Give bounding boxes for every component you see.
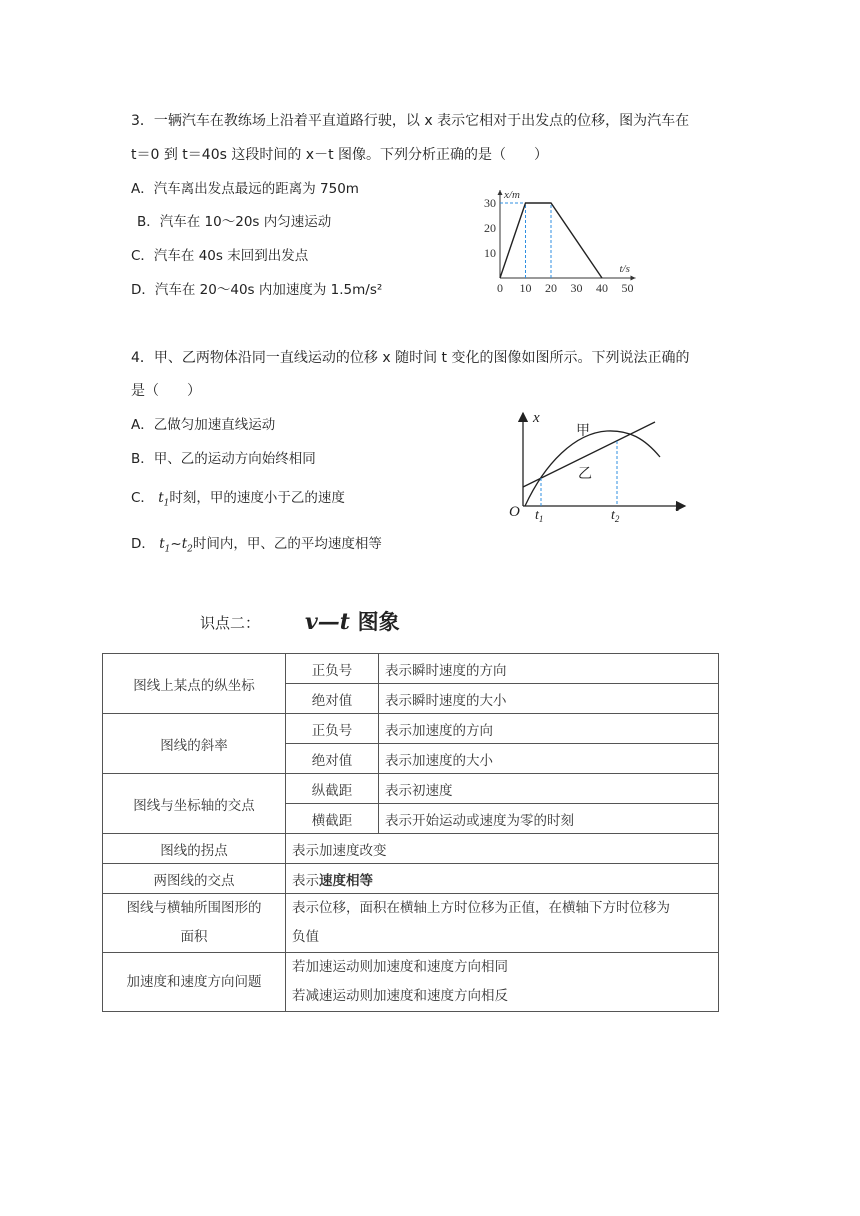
x-tick-label: 50 xyxy=(621,281,634,295)
table-cell-aspect: 绝对值 xyxy=(286,744,379,774)
table-cell-meaning: 表示位移，面积在横轴上方时位移为正值，在横轴下方时位移为 负值 xyxy=(286,894,719,953)
q4-y-axis-label: x xyxy=(533,410,540,426)
q4-label-jia: 甲 xyxy=(576,423,590,439)
q3-option-c: C．汽车在 40s 末回到出发点 xyxy=(131,248,309,264)
table-row xyxy=(103,714,719,744)
q3-xt-chart xyxy=(480,186,650,298)
table-cell-meaning: 表示加速度的大小 xyxy=(379,744,719,774)
x-tick-label: 10 xyxy=(519,281,532,295)
x-tick-label: 40 xyxy=(596,281,608,295)
y-tick-label: 10 xyxy=(484,246,496,260)
q4-xt-figure xyxy=(505,405,695,525)
section-title: v—t 图象 xyxy=(305,609,400,635)
table-row xyxy=(103,774,719,804)
table-cell-aspect: 纵截距 xyxy=(286,774,379,804)
q3-stem-line1: 3．一辆汽车在教练场上沿着平直道路行驶，以 x 表示它相对于出发点的位移，图为汽车在 xyxy=(131,113,690,129)
q4-x-axis-label: t xyxy=(675,499,680,515)
x-tick-label: 20 xyxy=(545,281,557,295)
table-cell-aspect: 正负号 xyxy=(286,714,379,744)
x-tick-label: 0 xyxy=(497,281,503,295)
q3-option-d: D．汽车在 20～40s 内加速度为 1.5m/s² xyxy=(131,282,383,298)
table-cell-feature: 图线的斜率 xyxy=(103,714,286,774)
table-cell-meaning: 若加速运动则加速度和速度方向相同 若减速运动则加速度和速度方向相反 xyxy=(286,953,719,1012)
y-tick-label: 20 xyxy=(484,221,496,235)
q4-stem-line2: 是（ ） xyxy=(131,383,201,399)
table-cell-feature: 图线与坐标轴的交点 xyxy=(103,774,286,834)
table-row xyxy=(103,894,719,953)
table-cell-aspect: 横截距 xyxy=(286,804,379,834)
q4-option-a: A．乙做匀加速直线运动 xyxy=(131,417,276,433)
table-cell-meaning: 表示初速度 xyxy=(379,774,719,804)
q4-stem-line1: 4．甲、乙两物体沿同一直线运动的位移 x 随时间 t 变化的图像如图所示。下列说法正确的 xyxy=(131,350,690,366)
table-cell-meaning: 表示加速度改变 xyxy=(286,834,719,864)
x-tick-label: 30 xyxy=(570,281,583,295)
table-cell-meaning: 表示速度相等 xyxy=(286,864,719,894)
table-cell-feature: 图线的拐点 xyxy=(103,834,286,864)
section-label: 识点二： xyxy=(200,614,261,632)
q3-stem-line2: t＝0 到 t＝40s 这段时间的 x－t 图像。下列分析正确的是（ ） xyxy=(131,147,549,163)
y-axis-label: x/m xyxy=(504,189,520,201)
q4-tick-t2: $t_2$ xyxy=(611,508,620,524)
q4-option-d: D． $t_1\sim t_2$时间内，甲、乙的平均速度相等 xyxy=(131,536,382,555)
q4-option-b: B．甲、乙的运动方向始终相同 xyxy=(131,451,316,467)
table-cell-feature: 加速度和速度方向问题 xyxy=(103,953,286,1012)
q3-option-b: B．汽车在 10～20s 内匀速运动 xyxy=(137,214,332,230)
table-row xyxy=(103,864,719,894)
q4-curve-jia xyxy=(525,431,660,506)
table-cell-meaning: 表示开始运动或速度为零的时刻 xyxy=(379,804,719,834)
q4-option-c: C． $t_1$时刻，甲的速度小于乙的速度 xyxy=(131,490,345,509)
x-axis-arrow xyxy=(631,276,636,281)
table-row xyxy=(103,834,719,864)
table-cell-aspect: 绝对值 xyxy=(286,684,379,714)
table-cell-aspect: 正负号 xyxy=(286,654,379,684)
vt-graph-table xyxy=(102,653,719,1012)
table-cell-meaning: 表示瞬时速度的大小 xyxy=(379,684,719,714)
q4-tick-t1: $t_1$ xyxy=(535,508,544,524)
x-axis-label: t/s xyxy=(619,263,630,275)
table-cell-meaning: 表示瞬时速度的方向 xyxy=(379,654,719,684)
table-cell-meaning: 表示加速度的方向 xyxy=(379,714,719,744)
q3-option-a: A．汽车离出发点最远的距离为 750m xyxy=(131,181,359,197)
q4-label-yi: 乙 xyxy=(578,466,592,482)
q4-origin-label: O xyxy=(509,504,520,520)
y-tick-label: 30 xyxy=(484,196,496,210)
table-cell-feature: 两图线的交点 xyxy=(103,864,286,894)
table-row xyxy=(103,654,719,684)
table-cell-feature: 图线与横轴所围图形的 面积 xyxy=(103,894,286,953)
table-cell-feature: 图线上某点的纵坐标 xyxy=(103,654,286,714)
table-row xyxy=(103,953,719,1012)
y-axis-arrow xyxy=(498,190,503,195)
